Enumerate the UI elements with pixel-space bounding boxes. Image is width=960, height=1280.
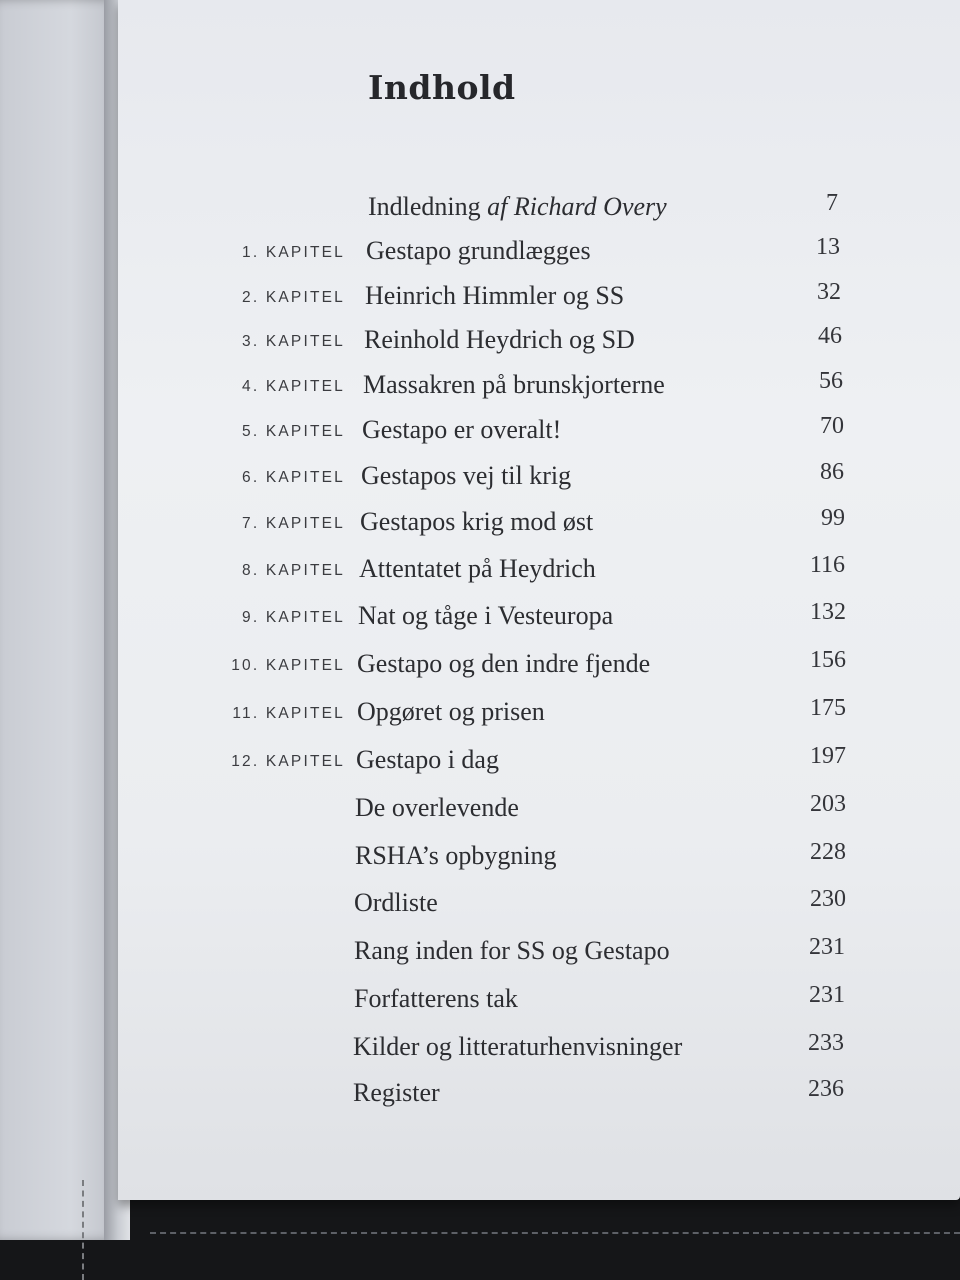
page-number: 32 [817,279,841,305]
chapter-label: 10. KAPITEL [231,657,345,674]
chapter-label: 6. KAPITEL [242,469,345,486]
toc-entry [180,647,860,687]
toc-entry [180,886,860,926]
entry-title: Gestapos krig mod øst [360,507,594,536]
entry-title-author: af Richard Overy [487,192,667,221]
page-number: 203 [810,791,846,817]
toc-entry [180,839,860,879]
entry-title: Kilder og litteraturhenvisninger [353,1032,683,1061]
chapter-label: 3. KAPITEL [242,333,345,350]
chapter-label: 12. KAPITEL [231,753,345,770]
chapter-label: 1. KAPITEL [242,244,345,261]
page-number: 46 [818,323,842,349]
entry-title: Gestapo grundlægges [366,236,591,265]
toc-entry [180,505,860,545]
page-number: 230 [810,886,846,912]
page-number: 231 [809,982,845,1008]
toc-entry [180,552,860,592]
toc-entry [180,743,860,783]
entry-title: Ordliste [354,888,438,917]
page-number: 197 [810,743,846,769]
page-title: Indhold [368,68,516,107]
entry-title: Gestapo og den indre fjende [357,649,651,678]
entry-title: Nat og tåge i Vesteuropa [358,601,614,630]
toc-entry [180,413,860,453]
page-number: 7 [826,190,838,216]
page-number: 233 [808,1030,844,1056]
toc-entry [180,279,860,319]
toc-entry [180,234,860,274]
page-number: 116 [809,552,845,578]
page-number: 86 [820,459,844,485]
toc-entry [180,695,860,735]
chapter-label: 11. KAPITEL [232,705,345,722]
page-number: 56 [819,368,843,394]
toc-entry [180,934,860,974]
entry-title: Attentatet på Heydrich [359,554,596,583]
entry-title: Indledning af Richard Overy [368,192,667,221]
chapter-label: 9. KAPITEL [242,609,345,626]
entry-title: Gestapo i dag [356,745,499,774]
entry-title: Gestapo er overalt! [362,415,562,444]
page-number: 132 [810,599,846,625]
page-number: 231 [809,934,845,960]
page-number: 175 [810,695,846,721]
page-number: 236 [808,1076,844,1102]
chapter-label: 7. KAPITEL [242,515,345,532]
entry-title: Reinhold Heydrich og SD [364,325,635,354]
toc-entry [180,1076,860,1116]
toc-entry [180,368,860,408]
chapter-label: 2. KAPITEL [242,289,345,306]
entry-title: Massakren på brunskjorterne [363,370,665,399]
entry-title: Register [353,1078,440,1107]
chapter-label: 4. KAPITEL [242,378,345,395]
entry-title: De overlevende [355,793,519,822]
chapter-label: 5. KAPITEL [242,423,345,440]
toc-entry [180,982,860,1022]
page-number: 99 [821,505,845,531]
entry-title: Opgøret og prisen [357,697,545,726]
entry-title: RSHA’s opbygning [355,841,557,870]
toc-entry [180,1030,860,1070]
toc-entry [180,190,860,230]
page-number: 156 [810,647,846,673]
entry-title: Gestapos vej til krig [361,461,572,490]
page-number: 228 [810,839,846,865]
page-number: 13 [816,234,840,260]
toc-entry [180,599,860,639]
toc-entry [180,791,860,831]
chapter-label: 8. KAPITEL [242,562,345,579]
toc-entry [180,323,860,363]
toc-entry [180,459,860,499]
entry-title: Heinrich Himmler og SS [365,281,625,310]
entry-title: Forfatterens tak [354,984,518,1013]
entry-title: Rang inden for SS og Gestapo [354,936,670,965]
page-number: 70 [820,413,844,439]
